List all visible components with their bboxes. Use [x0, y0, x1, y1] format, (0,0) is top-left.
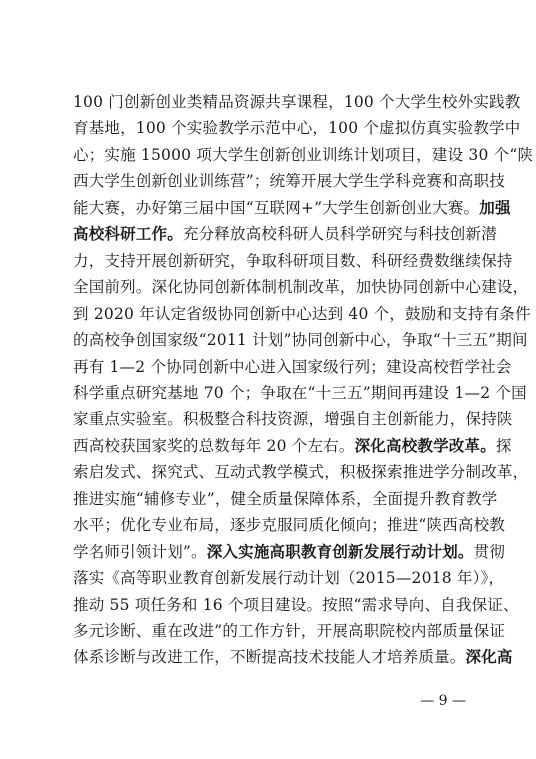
text-segment: 落实《高等职业教育创新发展行动计划（2015—2018 年）》， — [73, 569, 505, 588]
text-segment: 西大学生创新创业训练营”；统筹开展大学生学科竞赛和高职技 — [73, 172, 506, 191]
text-line — [73, 435, 512, 456]
text-segment: 力，支持开展创新研究，争取科研项目数、科研经费数继续保持 — [73, 251, 513, 270]
bold-heading-segment: 深入实施高职教育创新发展行动计划。 — [206, 541, 474, 561]
text-segment: 贯彻 — [473, 542, 506, 561]
text-segment: 到 2020 年认定省级协同创新中心达到 40 个，鼓励和支持有条件 — [73, 304, 531, 323]
text-line — [73, 171, 506, 191]
text-segment: 多元诊断、重在改进”的工作方针，开展高职院校内部质量保证 — [73, 622, 506, 640]
text-segment: 的高校争创国家级“2011 计划”协同创新中心，争取“十三五”期间 — [73, 331, 528, 350]
text-line — [73, 515, 506, 535]
text-segment: 科学重点研究基地 70 个；争取在“十三五”期间再建设 1—2 个国 — [73, 383, 527, 402]
text-line — [73, 568, 505, 588]
text-segment: 学名师引领计划”。 — [73, 542, 207, 561]
text-segment: 全国前列。深化协同创新体制机制改革，加快协同创新中心建设， — [73, 278, 529, 297]
text-line — [73, 251, 513, 271]
text-line — [73, 92, 521, 112]
text-segment: 推进实施“辅修专业”，健全质量保障体系，全面提升教育教学 — [73, 489, 498, 508]
text-line — [73, 647, 513, 667]
text-segment: 水平；优化专业布局，逐步克服同质化倾向；推进“陕西高校教 — [73, 516, 506, 535]
text-segment: 能大赛，办好第三届中国“互联网+”大学生创新创业大赛。 — [73, 198, 480, 217]
text-segment: 推动 55 项任务和 16 个项目建设。按照“需求导向、自我保证、 — [73, 595, 519, 614]
bold-heading-segment: 深化高 — [465, 647, 513, 667]
bold-heading-segment: 深化高校教学改革。 — [354, 435, 496, 455]
text-line — [73, 621, 506, 641]
text-line — [73, 118, 521, 138]
text-segment: 再有 1—2 个协同创新中心进入国家级行列；建设高校哲学社会 — [73, 357, 512, 376]
text-segment: 体系诊断与改进工作，不断提高技术技能人才培养质量。 — [73, 648, 466, 667]
text-line — [73, 197, 511, 218]
text-segment: 家重点实验室。积极整合科技资源，增强自主创新能力，保持陕 — [73, 410, 513, 429]
text-line — [73, 277, 529, 297]
bold-heading-segment: 高校科研工作。 — [73, 224, 183, 244]
text-line — [73, 489, 498, 509]
text-segment: 心；实施 15000 项大学生创新创业训练计划项目，建设 30 个“陕 — [73, 145, 534, 164]
text-line — [73, 145, 534, 165]
text-line — [73, 330, 528, 350]
text-line — [73, 462, 529, 482]
text-segment: 100 门创新创业类精品资源共享课程，100 个大学生校外实践教 — [73, 93, 521, 111]
text-line — [73, 409, 513, 429]
text-line — [73, 304, 531, 324]
text-segment: 索启发式、探究式、互动式教学模式，积极探索推进学分制改革， — [73, 463, 529, 482]
text-segment: 西高校获国家奖的总数每年 20 个左右。 — [73, 436, 355, 455]
text-line — [73, 357, 512, 377]
bold-heading-segment: 加强 — [479, 197, 511, 217]
text-segment: 充分释放高校科研人员科学研究与科技创新潜 — [182, 225, 497, 244]
text-line — [73, 383, 527, 403]
text-line — [73, 224, 497, 244]
text-segment: 育基地，100 个实验教学示范中心，100 个虚拟仿真实验教学中 — [73, 119, 521, 138]
text-line — [73, 541, 506, 562]
page-number: — 9 — — [420, 693, 466, 709]
text-line — [73, 595, 519, 615]
text-segment: 探 — [495, 436, 512, 455]
